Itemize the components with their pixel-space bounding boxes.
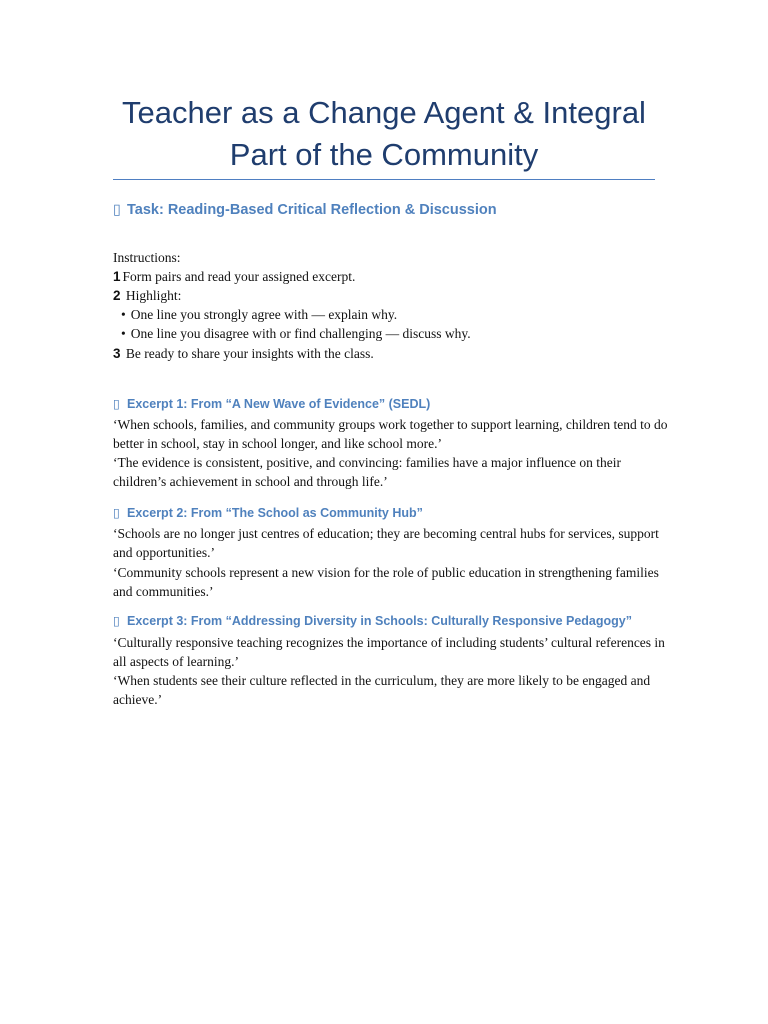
excerpt-3-heading-text: Excerpt 3: From “Addressing Diversity in Schools: Culturally Responsive Pedagogy” <box>127 614 632 628</box>
excerpt-3-quote-2: ‘When students see their culture reflected in the curriculum, they are more likely to be engaged and achieve.’ <box>113 673 651 707</box>
bullet-icon: • <box>121 326 126 341</box>
document-title <box>113 92 655 176</box>
missing-glyph-icon: ▯ <box>113 613 120 628</box>
task-heading <box>113 202 497 218</box>
missing-glyph-icon: ▯ <box>113 202 121 218</box>
step-number-2: 2 <box>113 288 121 303</box>
bullet-2-text: One line you disagree with or find challenging — discuss why. <box>130 326 471 341</box>
excerpt-1-heading <box>113 396 430 411</box>
excerpt-1-quote-1: ‘When schools, families, and community groups work together to support learning, children tend to do better in school, stay in school longer, and like school more.’ <box>113 417 668 451</box>
excerpt-3-quote-1: ‘Culturally responsive teaching recognizes the importance of including students’ cultural references in all aspects of learning.’ <box>113 635 665 669</box>
step-number-3: 3 <box>113 346 121 361</box>
missing-glyph-icon: ▯ <box>113 505 120 520</box>
step-2-text: Highlight: <box>125 288 182 303</box>
excerpt-2-heading <box>113 505 423 520</box>
excerpt-2-heading-text: Excerpt 2: From “The School as Community Hub” <box>127 506 423 520</box>
bullet-icon: • <box>121 307 126 322</box>
title-line-1: Teacher as a Change Agent & Integral <box>122 95 646 130</box>
excerpt-3-heading <box>113 613 632 628</box>
step-number-1: 1 <box>113 269 121 284</box>
excerpt-2-quote-1: ‘Schools are no longer just centres of education; they are becoming central hubs for services, support and opportunities.’ <box>113 526 659 560</box>
missing-glyph-icon: ▯ <box>113 396 120 411</box>
excerpt-1-quote-2: ‘The evidence is consistent, positive, and convincing: families have a major influence on their children’s achievement in school and through life.’ <box>113 455 621 489</box>
highlight-bullet-1 <box>121 305 397 324</box>
instruction-step-2 <box>113 286 181 305</box>
instruction-step-3 <box>113 344 374 363</box>
excerpt-1-heading-text: Excerpt 1: From “A New Wave of Evidence” (SEDL) <box>127 397 431 411</box>
excerpt-2-quote-2: ‘Community schools represent a new vision for the role of public education in strengthening families and communities.’ <box>113 565 659 599</box>
title-line-2: Part of the Community <box>229 137 539 172</box>
instruction-step-1 <box>113 267 355 286</box>
task-heading-text: Task: Reading-Based Critical Reflection & Discussion <box>127 202 497 218</box>
highlight-bullet-2 <box>121 324 471 343</box>
step-3-text: Be ready to share your insights with the class. <box>125 346 374 361</box>
title-underline <box>113 179 655 180</box>
instructions-label: Instructions: <box>113 250 181 265</box>
step-1-text: Form pairs and read your assigned excerpt. <box>122 269 356 284</box>
bullet-1-text: One line you strongly agree with — explain why. <box>130 307 398 322</box>
